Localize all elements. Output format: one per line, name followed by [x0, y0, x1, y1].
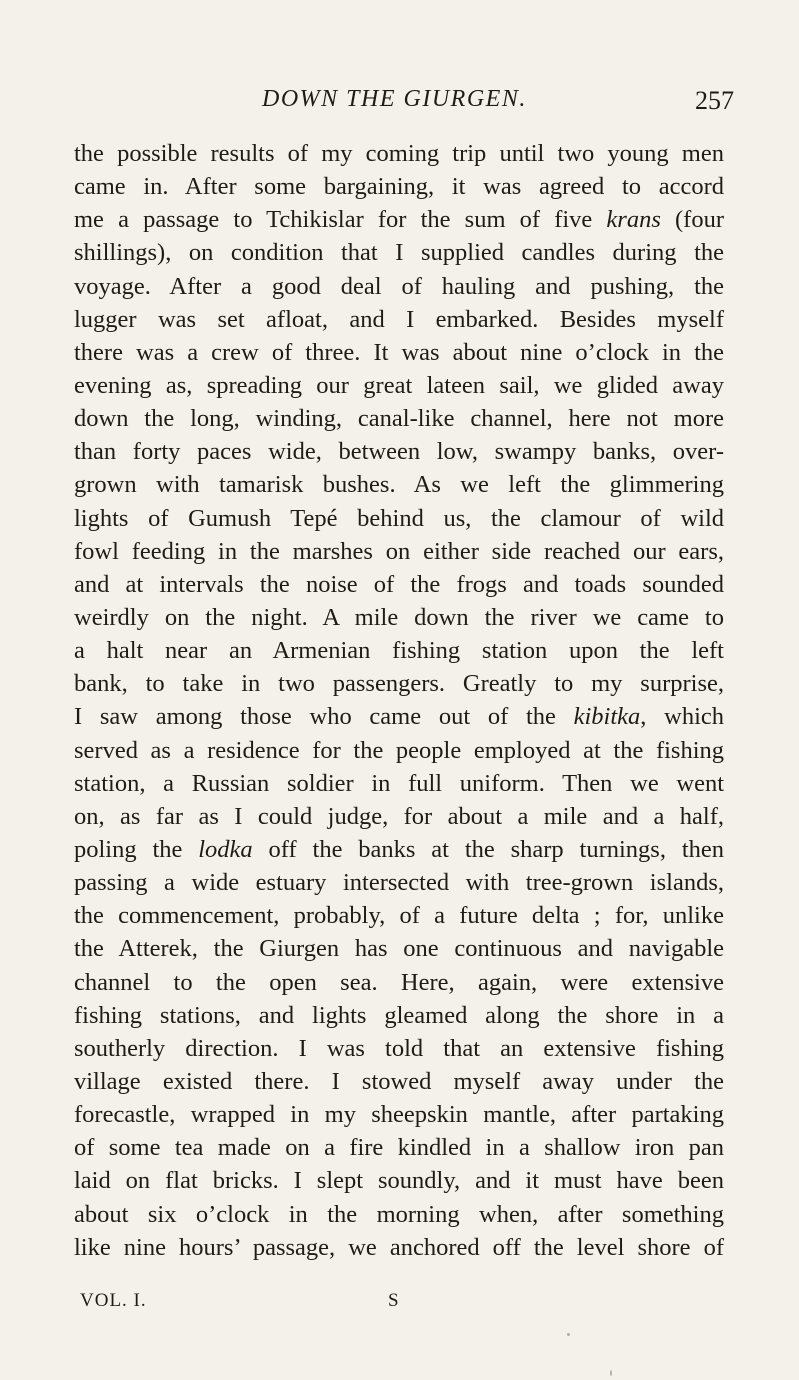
text-run: evening as, spreading our great lateen sail, we glided away — [74, 371, 724, 399]
text-run: of some tea made on a fire kindled in a shallow iron pan — [74, 1134, 724, 1162]
signature-mark: S — [388, 1290, 400, 1311]
text-run: fishing stations, and lights gleamed along the shore in a — [74, 1001, 724, 1029]
paper-speck — [610, 1370, 612, 1376]
text-run: poling the — [74, 835, 199, 863]
text-line — [74, 833, 724, 866]
text-run: voyage. After a good deal of hauling and pushing, the — [74, 272, 724, 300]
text-run: lights of Gumush Tepé behind us, the clamour of wild — [74, 504, 724, 532]
text-run: channel to the open sea. Here, again, were extensive — [74, 968, 724, 996]
text-line — [74, 336, 724, 369]
text-run: station, a Russian soldier in full uniform. Then we went — [74, 769, 724, 797]
italic-term: kibitka — [573, 703, 641, 731]
text-run: like nine hours’ passage, we anchored off the level shore of — [74, 1233, 724, 1261]
text-run: grown with tamarisk bushes. As we left the glimmering — [74, 471, 724, 499]
text-run: lugger was set afloat, and I embarked. Besides myself — [74, 305, 724, 333]
text-line — [74, 568, 724, 601]
text-line — [74, 932, 724, 965]
running-title: DOWN THE GIURGEN. — [262, 86, 527, 112]
text-line — [74, 667, 724, 700]
text-run: and at intervals the noise of the frogs and toads sounded — [74, 570, 724, 598]
text-line — [74, 1098, 724, 1131]
text-run: about six o’clock in the morning when, after something — [74, 1200, 724, 1228]
text-line — [74, 435, 724, 468]
text-line — [74, 137, 724, 170]
text-line — [74, 999, 724, 1032]
text-line — [74, 634, 724, 667]
text-run: on, as far as I could judge, for about a mile and a half, — [74, 802, 724, 830]
text-run: served as a residence for the people employed at the fishing — [74, 736, 724, 764]
volume-signature: VOL. I. — [80, 1290, 147, 1311]
text-line — [74, 767, 724, 800]
text-run: the commencement, probably, of a future delta ; for, unlike — [74, 902, 724, 930]
text-line — [74, 468, 724, 501]
text-run: I saw among those who came out of the — [74, 703, 574, 731]
text-line — [74, 1065, 724, 1098]
text-line — [74, 866, 724, 899]
text-line — [74, 502, 724, 535]
page-number: 257 — [695, 86, 734, 115]
text-run: me a passage to Tchikislar for the sum of five — [74, 206, 607, 234]
text-line — [74, 1032, 724, 1065]
text-run: there was a crew of three. It was about nine o’clock in the — [74, 338, 724, 366]
text-run: the Atterek, the Giurgen has one continuous and navigable — [74, 935, 724, 963]
text-line — [74, 1131, 724, 1164]
text-line — [74, 1198, 724, 1231]
text-line — [74, 601, 724, 634]
text-line — [74, 800, 724, 833]
page-footer — [74, 1290, 724, 1320]
text-line — [74, 535, 724, 568]
text-run: (four — [660, 206, 724, 234]
body-text — [74, 137, 724, 1264]
italic-term: lodka — [198, 835, 253, 863]
text-run: forecastle, wrapped in my sheepskin mantle, after partaking — [74, 1101, 724, 1129]
italic-term: krans — [606, 206, 661, 234]
text-run: the possible results of my coming trip until two young men — [74, 140, 724, 167]
text-run: fowl feeding in the marshes on either side reached our ears, — [74, 537, 724, 565]
text-line — [74, 966, 724, 999]
text-run: shillings), on condition that I supplied candles during the — [74, 239, 724, 267]
text-run: village existed there. I stowed myself away under the — [74, 1067, 724, 1095]
text-run: bank, to take in two passengers. Greatly to my surprise, — [74, 670, 724, 698]
text-line — [74, 203, 724, 236]
text-run: than forty paces wide, between low, swampy banks, over- — [74, 438, 724, 466]
text-run: off the banks at the sharp turnings, then — [252, 835, 724, 863]
text-run: , which — [640, 703, 724, 731]
text-line — [74, 303, 724, 336]
text-line — [74, 1231, 724, 1264]
text-run: laid on flat bricks. I slept soundly, and it must have been — [74, 1167, 724, 1195]
running-head — [74, 86, 734, 126]
text-line — [74, 369, 724, 402]
text-line — [74, 700, 724, 733]
text-run: passing a wide estuary intersected with tree-grown islands, — [74, 869, 724, 897]
text-line — [74, 402, 724, 435]
text-run: a halt near an Armenian fishing station upon the left — [74, 637, 724, 665]
text-line — [74, 170, 724, 203]
paper-speck — [567, 1333, 570, 1336]
text-line — [74, 270, 724, 303]
text-run: weirdly on the night. A mile down the river we came to — [74, 603, 724, 631]
text-run: southerly direction. I was told that an extensive fishing — [74, 1034, 724, 1062]
text-line — [74, 236, 724, 269]
text-run: came in. After some bargaining, it was agreed to accord — [74, 173, 724, 201]
text-line — [74, 1164, 724, 1197]
text-line — [74, 734, 724, 767]
text-run: down the long, winding, canal-like channel, here not more — [74, 405, 724, 433]
text-line — [74, 899, 724, 932]
